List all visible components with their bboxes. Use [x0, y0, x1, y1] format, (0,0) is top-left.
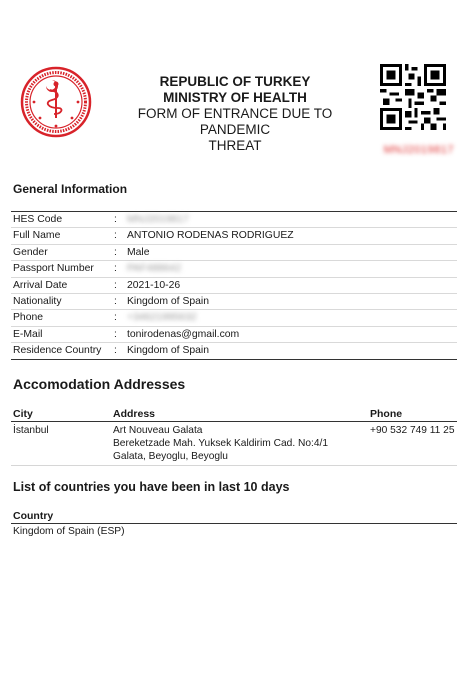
- info-colon: :: [114, 328, 117, 340]
- info-row-residence-country: [11, 343, 457, 359]
- divider: [11, 421, 457, 422]
- info-colon: :: [114, 263, 117, 275]
- info-row-arrival-date: [11, 278, 457, 294]
- info-value: +34621995632: [127, 312, 197, 324]
- info-colon: :: [114, 279, 117, 291]
- info-colon: :: [114, 312, 117, 324]
- country-header: Country: [13, 510, 54, 522]
- accommodation-phone: +90 532 749 11 25: [370, 425, 455, 436]
- info-value: 2021-10-26: [127, 279, 181, 291]
- info-label: Arrival Date: [13, 279, 68, 291]
- qr-code-text: MNJ2019817: [383, 144, 454, 156]
- info-label: Full Name: [13, 230, 61, 242]
- address-line-1: Art Nouveau Galata: [113, 425, 203, 436]
- ministry-seal-icon: [20, 66, 92, 138]
- document-header: [12, 64, 454, 164]
- info-value: PAF488642: [127, 263, 182, 275]
- info-value: MNJ2019817: [127, 214, 189, 225]
- address-line-3: Galata, Beyoglu, Beyoglu: [113, 451, 228, 462]
- title-line-4: THREAT: [208, 138, 262, 153]
- info-label: E-Mail: [13, 328, 43, 340]
- info-label: Phone: [13, 312, 44, 324]
- divider: [11, 523, 457, 524]
- info-row-full-name: [11, 228, 457, 244]
- accommodation-address: [113, 424, 328, 463]
- phone-header: Phone: [370, 408, 403, 420]
- info-row-passport: [11, 261, 457, 277]
- qr-code-icon: [380, 64, 446, 130]
- general-info-title: General Information: [13, 182, 128, 196]
- countries-title: List of countries you have been in last 10 days: [13, 480, 290, 494]
- address-header: Address: [113, 408, 156, 420]
- info-label: Nationality: [13, 295, 62, 307]
- info-row-gender: [11, 245, 457, 261]
- info-row-email: [11, 327, 457, 343]
- info-colon: :: [114, 295, 117, 307]
- divider: [11, 465, 457, 466]
- title-line-2: MINISTRY OF HEALTH: [163, 90, 307, 105]
- info-value: ANTONIO RODENAS RODRIGUEZ: [127, 230, 294, 242]
- info-label: Residence Country: [13, 345, 102, 357]
- accommodation-city: İstanbul: [13, 425, 49, 436]
- address-line-2: Bereketzade Mah. Yuksek Kaldirim Cad. No:4/1: [113, 438, 328, 449]
- info-value: Male: [127, 246, 150, 258]
- document-title: [104, 74, 366, 154]
- info-label: Passport Number: [13, 263, 94, 275]
- accommodation-title: Accomodation Addresses: [13, 376, 186, 392]
- info-colon: :: [114, 230, 117, 242]
- info-row-phone: [11, 310, 457, 326]
- country-value: Kingdom of Spain (ESP): [13, 526, 125, 537]
- title-line-1: REPUBLIC OF TURKEY: [159, 74, 311, 89]
- info-value: Kingdom of Spain: [127, 345, 210, 357]
- info-row-hes-code: [11, 212, 457, 228]
- info-colon: :: [114, 214, 117, 225]
- info-colon: :: [114, 345, 117, 357]
- title-line-3: FORM OF ENTRANCE DUE TO PANDEMIC: [137, 106, 333, 137]
- city-header: City: [13, 408, 33, 420]
- info-value: tonirodenas@gmail.com: [127, 328, 240, 340]
- info-label: Gender: [13, 246, 48, 258]
- info-colon: :: [114, 246, 117, 258]
- general-info-table: [11, 212, 457, 360]
- info-value: Kingdom of Spain: [127, 295, 210, 307]
- info-label: HES Code: [13, 214, 63, 225]
- info-row-nationality: [11, 294, 457, 310]
